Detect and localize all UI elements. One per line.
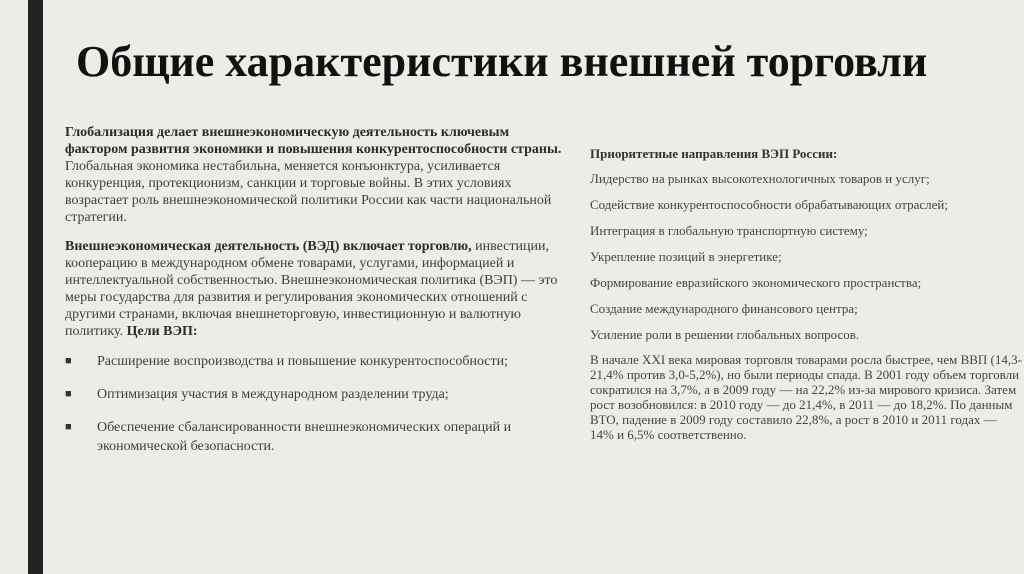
list-item: Лидерство на рынках высокотехнологичных товаров и услуг;: [590, 171, 930, 186]
list-item: [65, 418, 570, 456]
page-title: Общие характеристики внешней торговли: [76, 37, 928, 86]
list-item: Укрепление позиций в энергетике;: [590, 249, 782, 264]
goal-text: Оптимизация участия в международном разделении труда;: [97, 387, 449, 402]
list-item: Формирование евразийского экономического пространства;: [590, 275, 922, 290]
goals-list: [65, 352, 570, 456]
right-column: [590, 145, 1022, 442]
priorities-heading: Приоритетные направления ВЭП России:: [590, 146, 838, 161]
list-item: Усиление роли в решении глобальных вопросов.: [590, 327, 860, 342]
list-item: Содействие конкурентоспособности обрабатывающих отраслей;: [590, 197, 948, 212]
square-bullet-icon: ■: [65, 355, 72, 367]
left-column: [65, 124, 570, 470]
side-bar: [0, 0, 43, 574]
list-item: [65, 385, 570, 404]
ved-text: инвестиции, кооперацию в международном обмене товарами, услугами, информацией и интеллектуальной собственностью. Внешнеэкономическая политика (ВЭП) — это меры государства для развития и регулирования экономических отношений с другими странами, включая внешнеторговую, инвестиционную и валютную политику.: [65, 239, 558, 339]
intro-text: Глобальная экономика нестабильна, меняется конъюнктура, усиливается конкуренция, протекционизм, санкции и торговые войны. В этих условиях возрастает роль внешнеэкономической политики России как части национальной стратегии.: [65, 159, 552, 225]
list-item: Интеграция в глобальную транспортную систему;: [590, 223, 868, 238]
ved-bold: Внешнеэкономическая деятельность (ВЭД) включает торговлю,: [65, 239, 472, 254]
intro-bold: Глобализация делает внешнеэкономическую деятельность ключевым фактором развития экономики и повышения конкурентоспособности страны.: [65, 125, 562, 157]
square-bullet-icon: ■: [65, 388, 72, 400]
goal-text: Расширение воспроизводства и повышение конкурентоспособности;: [97, 354, 509, 369]
goal-text: Обеспечение сбалансированности внешнеэкономических операций и экономической безопасности.: [97, 420, 512, 454]
goals-label: Цели ВЭП:: [126, 324, 198, 339]
intro-paragraph: [65, 124, 570, 226]
list-item: Создание международного финансового центра;: [590, 301, 858, 316]
ved-paragraph: [65, 238, 570, 340]
square-bullet-icon: ■: [65, 421, 72, 433]
trade-note: В начале XXI века мировая торговля товарами росла быстрее, чем ВВП (14,3-21,4% против 3,0-5,2%), но были периоды спада. В 2001 году объем торговли сократился на 3,7%, а в 2009 году — на 22,2% из-за мирового кризиса. Затем рост возобновился: в 2010 году — до 21,4%, в 2011 — до 18,2%. По данным ВТО, падение в 2009 году составило 22,8%, а рост в 2010 и 2011 годах — 14% и 6,5% соответственно.: [590, 352, 1022, 442]
list-item: [65, 352, 570, 371]
side-stripe: [28, 0, 43, 574]
